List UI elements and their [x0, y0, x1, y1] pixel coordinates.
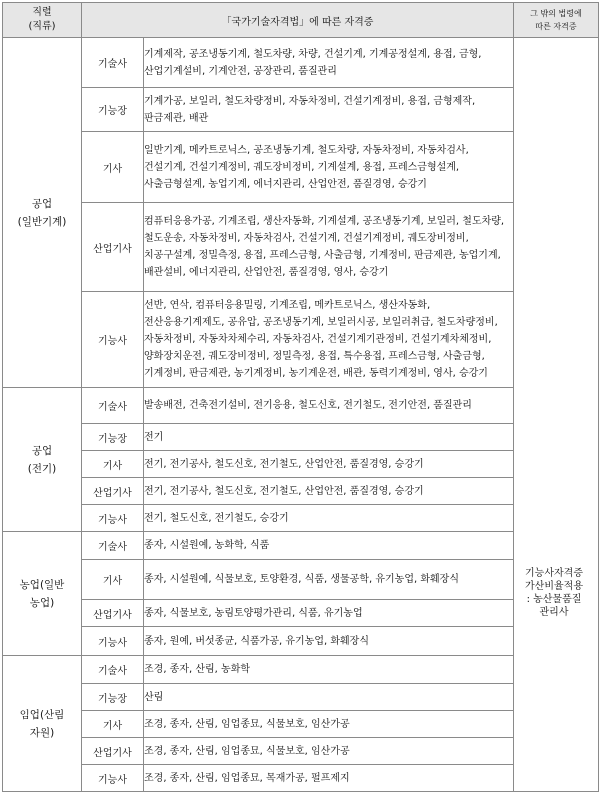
table-row: [3, 38, 599, 88]
list-cell: 기계가공, 보일러, 철도차량정비, 자동차정비, 건설기계정비, 용접, 금형제작, 판금제관, 배관: [144, 88, 514, 132]
list-cell: 전기, 전기공사, 철도신호, 전기철도, 산업안전, 품질경영, 승강기: [144, 478, 514, 505]
list-cell: 조경, 종자, 산림, 임업종묘, 식물보호, 임산가공: [144, 711, 514, 738]
grade-cell: 기능장: [82, 424, 144, 451]
page: [0, 2, 600, 805]
list-cell: 선반, 연삭, 컴퓨터응용밀링, 기계조립, 메카트로닉스, 생산자동화, 전산응용기계제도, 공유압, 공조냉동기계, 보일러시공, 보일러취급, 철도차량정비, 자동차정비, 자동차차체수리, 자동차검사, 건설기계기관정비, 건설기계차체정비, 양화장치운전, 궤도장비정비, 정밀측정, 용접, 특수용접, 프레스금형, 사출금형, 기계정비, 판금제관, 농기계정비, 농기계운전, 배관, 동력기계정비, 영사, 승강기: [144, 292, 514, 388]
table-row: [3, 560, 599, 600]
list-cell: 조경, 종자, 산림, 임업종묘, 식물보호, 임산가공: [144, 738, 514, 765]
field-label: (일반기계): [17, 215, 67, 228]
table-row: [3, 478, 599, 505]
table-row: [3, 711, 599, 738]
table-row: [3, 600, 599, 627]
table-row: [3, 132, 599, 203]
table-row: [3, 505, 599, 532]
field-cell: [3, 532, 82, 656]
table-row: [3, 292, 599, 388]
list-cell: 일반기계, 메카트로닉스, 공조냉동기계, 철도차량, 자동차정비, 자동차검사, 건설기계, 건설기계정비, 궤도장비정비, 기계설계, 용접, 프레스금형설계, 사출금형설계, 농업기계, 에너지관리, 산업안전, 품질경영, 승강기: [144, 132, 514, 203]
table-row: [3, 627, 599, 656]
table-row: [3, 424, 599, 451]
field-cell: [3, 656, 82, 792]
header-field-line2: (직류): [28, 21, 56, 32]
table-row: [3, 203, 599, 292]
table-row: [3, 532, 599, 560]
grade-cell: 기능사: [82, 765, 144, 792]
grade-cell: 기술사: [82, 388, 144, 424]
header-row: [3, 3, 599, 38]
field-label: 농업(일반: [19, 578, 65, 591]
grade-cell: 산업기사: [82, 203, 144, 292]
table-row: [3, 451, 599, 478]
header-other: [514, 3, 599, 38]
field-label: 농업): [29, 596, 55, 609]
grade-cell: 기능사: [82, 292, 144, 388]
list-cell: 전기: [144, 424, 514, 451]
field-label: 공업: [31, 444, 53, 457]
header-national: 「국가기술자격법」에 따른 자격증: [82, 3, 514, 38]
header-other-line1: 그 밖의 법령에: [530, 9, 582, 18]
grade-cell: 기술사: [82, 38, 144, 88]
other-law-line: 기능사자격증: [525, 568, 583, 579]
header-field: [3, 3, 82, 38]
grade-cell: 산업기사: [82, 600, 144, 627]
other-law-line: 가산비율적용: [525, 581, 583, 592]
table-row: [3, 388, 599, 424]
grade-cell: 기사: [82, 132, 144, 203]
other-law-line: 관리사: [539, 607, 569, 618]
list-cell: 종자, 시설원예, 식물보호, 토양환경, 식품, 생물공학, 유기농업, 화훼장식: [144, 560, 514, 600]
list-cell: 전기, 철도신호, 전기철도, 승강기: [144, 505, 514, 532]
header-field-line1: 직렬: [32, 7, 52, 18]
grade-cell: 기능장: [82, 684, 144, 711]
grade-cell: 기능사: [82, 505, 144, 532]
list-cell: 종자, 식물보호, 농림토양평가관리, 식품, 유기농업: [144, 600, 514, 627]
grade-cell: 기술사: [82, 656, 144, 684]
field-cell: [3, 388, 82, 532]
grade-cell: 산업기사: [82, 738, 144, 765]
table-row: [3, 684, 599, 711]
header-other-line2: 따른 자격증: [535, 22, 577, 31]
grade-cell: 기사: [82, 560, 144, 600]
list-cell: 기계제작, 공조냉동기계, 철도차량, 차량, 건설기계, 기계공정설계, 용접, 금형, 산업기계설비, 기계안전, 공장관리, 품질관리: [144, 38, 514, 88]
grade-cell: 산업기사: [82, 478, 144, 505]
list-cell: 전기, 전기공사, 철도신호, 전기철도, 산업안전, 품질경영, 승강기: [144, 451, 514, 478]
grade-cell: 기능장: [82, 88, 144, 132]
grade-cell: 기술사: [82, 532, 144, 560]
list-cell: 조경, 종자, 산림, 임업종묘, 목재가공, 펄프제지: [144, 765, 514, 792]
list-cell: 종자, 시설원예, 농화학, 식품: [144, 532, 514, 560]
table-row: [3, 656, 599, 684]
table-row: [3, 88, 599, 132]
grade-cell: 기사: [82, 451, 144, 478]
list-cell: 컴퓨터응용가공, 기계조립, 생산자동화, 기계설계, 공조냉동기계, 보일러, 철도차량, 철도운송, 자동차정비, 자동차검사, 건설기계, 건설기계정비, 궤도장비정비, 치공구설계, 정밀측정, 용접, 프레스금형, 사출금형, 기계정비, 판금제관, 농업기계, 배관설비, 에너지관리, 산업안전, 품질경영, 영사, 승강기: [144, 203, 514, 292]
list-cell: 조경, 종자, 산림, 농화학: [144, 656, 514, 684]
other-law-line: : 농산물품질: [526, 594, 582, 605]
field-label: 임업(산림: [19, 708, 65, 721]
grade-cell: 기능사: [82, 627, 144, 656]
list-cell: 산림: [144, 684, 514, 711]
field-label: (전기): [27, 462, 57, 475]
other-law-note: [513, 567, 595, 619]
qualification-table: [2, 2, 599, 792]
field-label: 공업: [31, 197, 53, 210]
list-cell: 발송배전, 건축전기설비, 전기응용, 철도신호, 전기철도, 전기안전, 품질관리: [144, 388, 514, 424]
field-cell: [3, 38, 82, 388]
table-row: [3, 765, 599, 792]
list-cell: 종자, 원예, 버섯종균, 식품가공, 유기농업, 화훼장식: [144, 627, 514, 656]
table-row: [3, 738, 599, 765]
other-cell-upper: [514, 38, 599, 792]
field-label: 자원): [29, 726, 55, 739]
grade-cell: 기사: [82, 711, 144, 738]
